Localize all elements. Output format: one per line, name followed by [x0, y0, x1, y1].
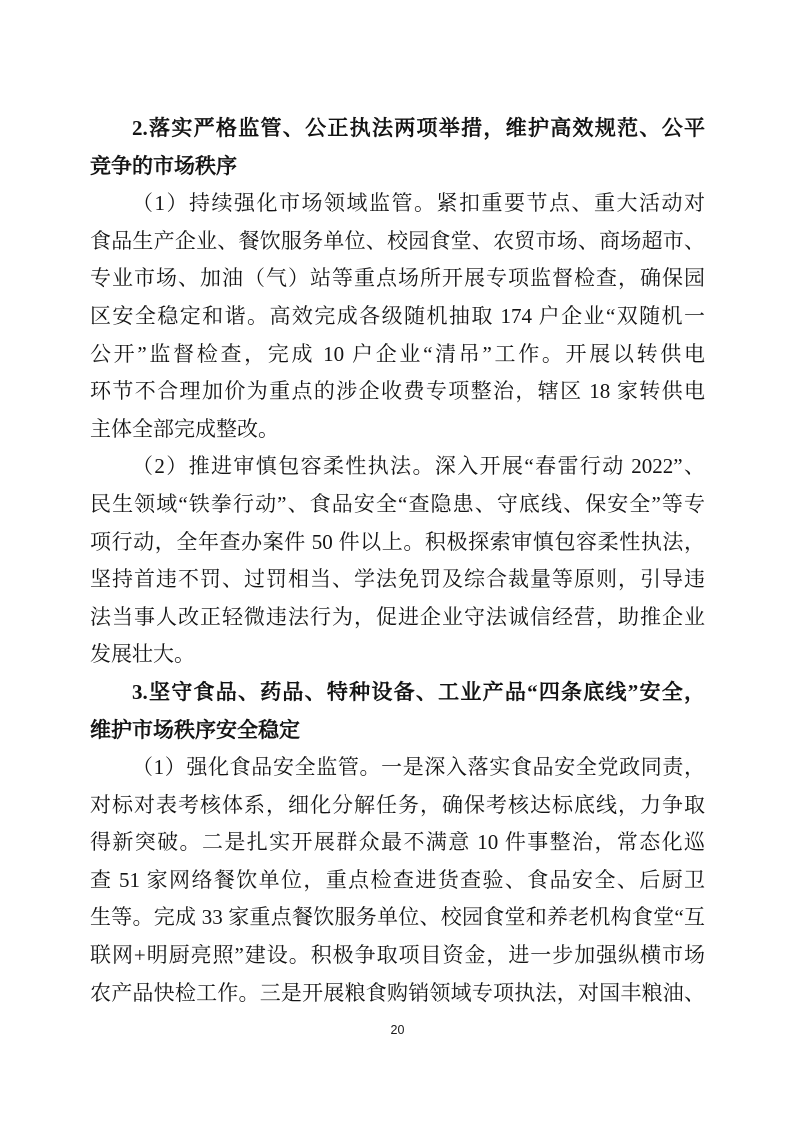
- paragraph-line: 民生领域“铁拳行动”、食品安全“查隐患、守底线、保安全”等专: [90, 491, 705, 516]
- paragraph-line: 项行动，全年查办案件 50 件以上。积极探索审慎包容柔性执法，: [90, 529, 705, 554]
- paragraph-line: 对标对表考核体系，细化分解任务，确保考核达标底线，力争取: [90, 792, 705, 817]
- heading-line: 维护市场秩序安全稳定: [90, 717, 300, 742]
- paragraph-line: 坚持首违不罚、过罚相当、学法免罚及综合裁量等原则，引导违: [90, 567, 705, 592]
- paragraph-line: 联网+明厨亮照”建设。积极争取项目资金，进一步加强纵横市场: [90, 943, 705, 968]
- section-2-heading: [90, 110, 705, 185]
- section-2-paragraph-1: [90, 185, 705, 448]
- paragraph-line: 农产品快检工作。三是开展粮食购销领域专项执法，对国丰粮油、: [90, 980, 705, 1005]
- paragraph-line: 专业市场、加油（气）站等重点场所开展专项监督检查，确保园: [90, 266, 705, 291]
- section-3-heading: [90, 674, 705, 749]
- paragraph-line: 区安全稳定和谐。高效完成各级随机抽取 174 户企业“双随机一: [90, 303, 705, 328]
- paragraph-line: 法当事人改正轻微违法行为，促进企业守法诚信经营，助推企业: [90, 604, 705, 629]
- page-footer: [90, 1021, 705, 1039]
- heading-line: 3.坚守食品、药品、特种设备、工业产品“四条底线”安全，: [132, 679, 705, 704]
- section-2-paragraph-2: [90, 448, 705, 674]
- paragraph-line: 发展壮大。: [90, 642, 195, 667]
- paragraph-line: 食品生产企业、餐饮服务单位、校园食堂、农贸市场、商场超市、: [90, 228, 705, 253]
- paragraph-line: （1）强化食品安全监管。一是深入落实食品安全党政同责，: [132, 755, 705, 780]
- paragraph-line: （1）持续强化市场领域监管。紧扣重要节点、重大活动对: [132, 191, 705, 216]
- document-content: [90, 110, 705, 1012]
- paragraph-line: 查 51 家网络餐饮单位，重点检查进货查验、食品安全、后厨卫: [90, 867, 705, 892]
- paragraph-line: 得新突破。二是扎实开展群众最不满意 10 件事整治，常态化巡: [90, 830, 705, 855]
- paragraph-line: 主体全部完成整改。: [90, 416, 279, 441]
- paragraph-line: （2）推进审慎包容柔性执法。深入开展“春雷行动 2022”、: [132, 454, 705, 479]
- heading-line: 竞争的市场秩序: [90, 153, 237, 178]
- page-number: 20: [390, 1023, 405, 1037]
- section-3-paragraph-1: [90, 749, 705, 1012]
- paragraph-line: 生等。完成 33 家重点餐饮服务单位、校园食堂和养老机构食堂“互: [90, 905, 705, 930]
- paragraph-line: 公开”监督检查，完成 10 户企业“清吊”工作。开展以转供电: [90, 341, 705, 366]
- heading-line: 2.落实严格监管、公正执法两项举措，维护高效规范、公平: [132, 116, 705, 140]
- paragraph-line: 环节不合理加价为重点的涉企收费专项整治，辖区 18 家转供电: [90, 379, 705, 404]
